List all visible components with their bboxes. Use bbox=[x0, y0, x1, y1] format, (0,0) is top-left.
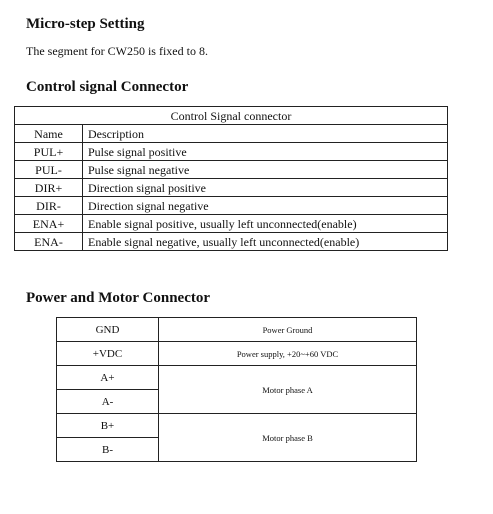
terminal-description: Power Ground bbox=[159, 318, 417, 342]
signal-name: PUL- bbox=[15, 161, 83, 179]
power-motor-table bbox=[56, 317, 417, 462]
terminal-name: GND bbox=[57, 318, 159, 342]
terminal-name: A+ bbox=[57, 366, 159, 390]
terminal-description: Motor phase A bbox=[159, 366, 417, 414]
table-row bbox=[57, 318, 417, 342]
control-signal-heading: Control signal Connector bbox=[26, 79, 189, 95]
table-row bbox=[57, 342, 417, 366]
signal-name: ENA+ bbox=[15, 215, 83, 233]
table-row bbox=[15, 215, 448, 233]
signal-name: DIR+ bbox=[15, 179, 83, 197]
table-row bbox=[15, 197, 448, 215]
terminal-description: Motor phase B bbox=[159, 414, 417, 462]
signal-description: Enable signal negative, usually left unconnected(enable) bbox=[83, 233, 448, 251]
table-row bbox=[57, 366, 417, 390]
terminal-name: B- bbox=[57, 438, 159, 462]
table-row bbox=[15, 233, 448, 251]
signal-name: ENA- bbox=[15, 233, 83, 251]
signal-description: Pulse signal negative bbox=[83, 161, 448, 179]
terminal-description: Power supply, +20~+60 VDC bbox=[159, 342, 417, 366]
control-signal-table bbox=[14, 106, 448, 251]
signal-description: Enable signal positive, usually left unconnected(enable) bbox=[83, 215, 448, 233]
table-row bbox=[15, 179, 448, 197]
signal-name: DIR- bbox=[15, 197, 83, 215]
terminal-name: B+ bbox=[57, 414, 159, 438]
table-row bbox=[15, 161, 448, 179]
micro-step-text: The segment for CW250 is fixed to 8. bbox=[26, 44, 208, 58]
column-header-name: Name bbox=[15, 125, 83, 143]
table-header-row bbox=[15, 125, 448, 143]
table-row bbox=[57, 414, 417, 438]
signal-description: Pulse signal positive bbox=[83, 143, 448, 161]
table-caption: Control Signal connector bbox=[15, 107, 448, 125]
table-row bbox=[15, 143, 448, 161]
terminal-name: +VDC bbox=[57, 342, 159, 366]
power-motor-heading: Power and Motor Connector bbox=[26, 290, 210, 306]
micro-step-heading: Micro-step Setting bbox=[26, 16, 145, 32]
signal-description: Direction signal negative bbox=[83, 197, 448, 215]
signal-name: PUL+ bbox=[15, 143, 83, 161]
signal-description: Direction signal positive bbox=[83, 179, 448, 197]
column-header-description: Description bbox=[83, 125, 448, 143]
table-caption-row bbox=[15, 107, 448, 125]
terminal-name: A- bbox=[57, 390, 159, 414]
